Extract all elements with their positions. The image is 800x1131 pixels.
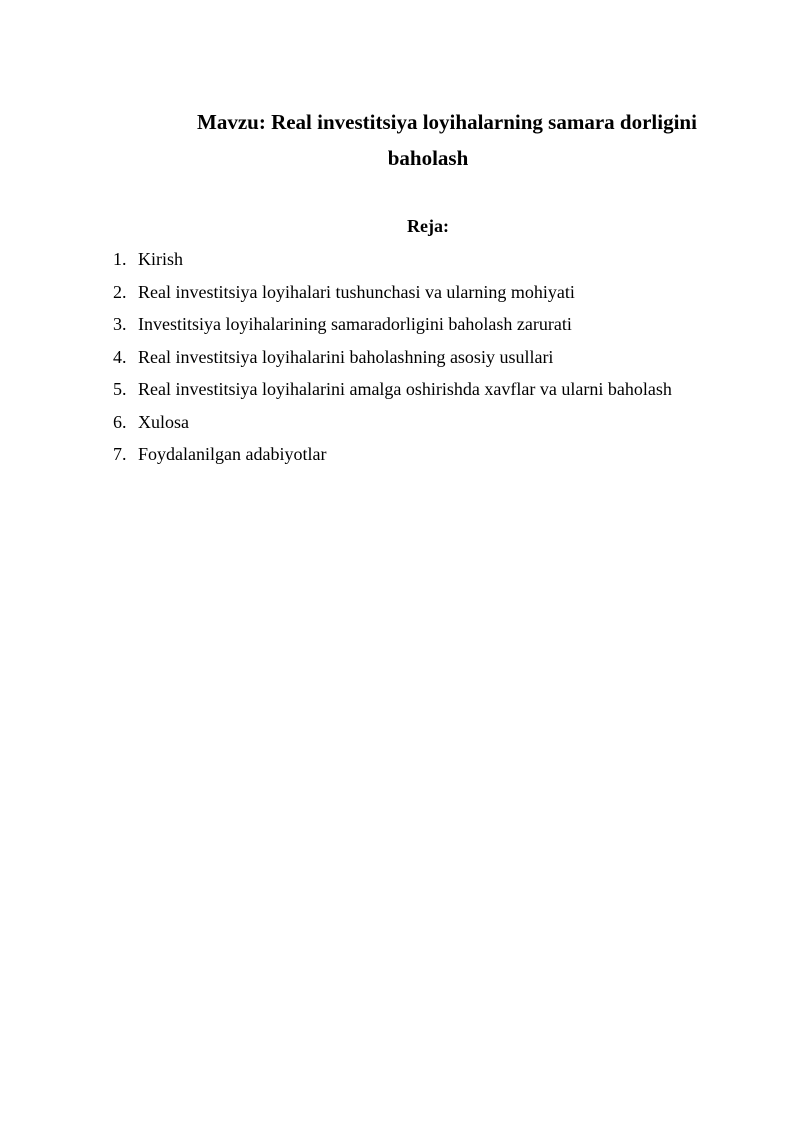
plan-item-number: 1. — [113, 249, 127, 269]
page-title-continuation: baholash — [387, 146, 469, 170]
plan-item — [113, 438, 672, 471]
plan-item-text: Xulosa — [138, 411, 189, 432]
plan-item — [113, 243, 672, 276]
plan-item — [113, 406, 672, 439]
page-title: Mavzu: Real investitsiya loyihalarning samara dorligini — [197, 110, 697, 134]
plan-item-number: 5. — [113, 379, 127, 399]
plan-list — [113, 243, 672, 471]
plan-item-number: 6. — [113, 411, 127, 432]
plan-item-text: Real investitsiya loyihalarini amalga oshirishda xavflar va ularni baholash — [138, 379, 672, 399]
plan-item — [113, 276, 672, 309]
plan-item-number: 2. — [113, 281, 127, 302]
plan-item-text: Foydalanilgan adabiyotlar — [138, 444, 327, 464]
plan-item — [113, 308, 672, 341]
plan-item-text: Investitsiya loyihalarining samaradorligini baholash zarurati — [138, 314, 572, 334]
plan-item-text: Real investitsiya loyihalarini baholashning asosiy usullari — [138, 346, 554, 367]
plan-item-text: Real investitsiya loyihalari tushunchasi va ularning mohiyati — [138, 281, 575, 302]
plan-item — [113, 373, 672, 406]
plan-item-text: Kirish — [138, 249, 183, 269]
plan-item-number: 7. — [113, 444, 127, 464]
plan-item — [113, 341, 672, 374]
plan-heading: Reja: — [407, 216, 449, 236]
plan-item-number: 4. — [113, 346, 127, 367]
plan-item-number: 3. — [113, 314, 127, 334]
